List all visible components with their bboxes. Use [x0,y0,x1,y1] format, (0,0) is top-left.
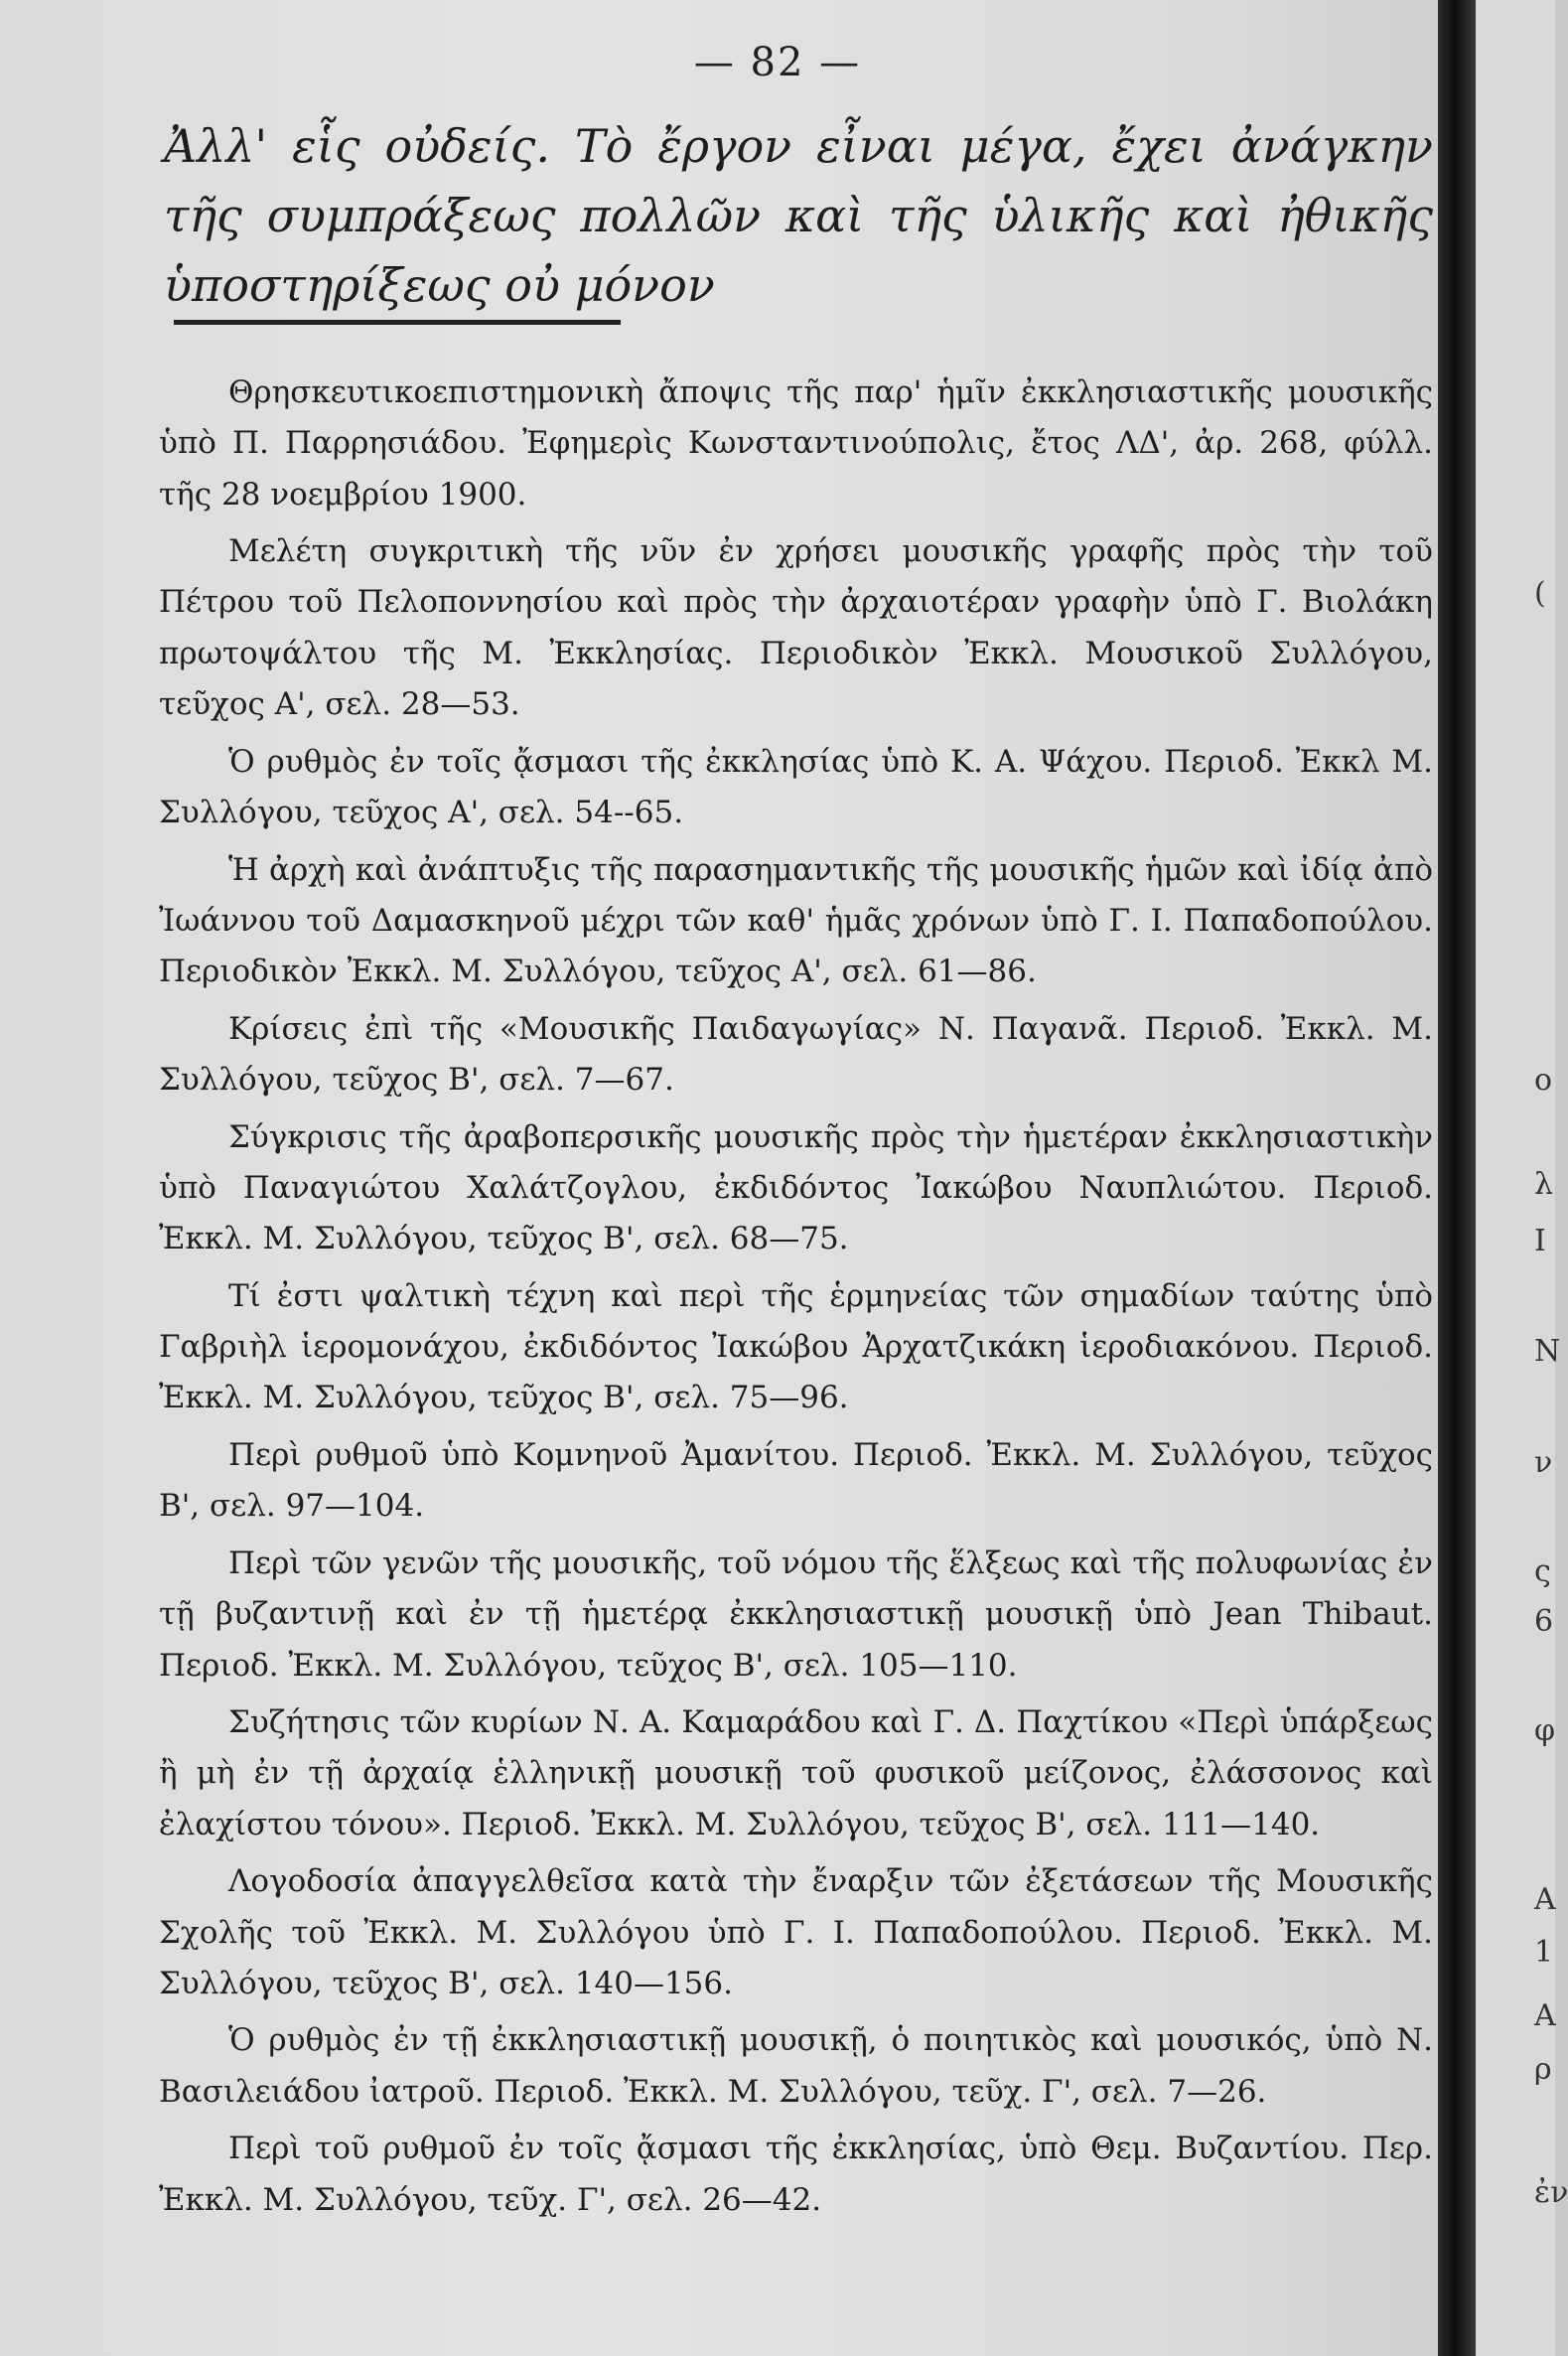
adjacent-page-fragment: Ν [1534,1334,1561,1369]
adjacent-page-fragment: ο [1534,1063,1553,1098]
reference-list [159,368,1433,2232]
reference-entry: Περὶ ρυθμοῦ ὑπὸ Κομνηνοῦ Ἀμανίτου. Περιοδ. Ἐκκλ. Μ. Συλλόγου, τεῦχος Β', σελ. 97—104. [159,1437,1433,1525]
reference-entry: Λογοδοσία ἀπαγγελθεῖσα κατὰ τὴν ἔναρξιν τῶν ἐξετάσεων τῆς Μουσικῆς Σχολῆς τοῦ Ἐκκλ. Μ. Συλλόγου ὑπὸ Γ. Ι. Παπαδοπούλου. Περιοδ. Ἐκκλ. Μ. Συλλόγου, τεῦχος Β', σελ. 140—156. [159,1863,1433,2001]
adjacent-page-fragment: 1 [1534,1935,1554,1970]
section-divider [174,320,621,325]
adjacent-page-fragment: φ [1534,1713,1556,1748]
reference-entry: Ἡ ἀρχὴ καὶ ἀνάπτυξις τῆς παρασημαντικῆς τῆς μουσικῆς ἡμῶν καὶ ἰδίᾳ ἀπὸ Ἰωάννου τοῦ Δαμασκηνοῦ μέχρι τῶν καθ' ἡμᾶς χρόνων ὑπὸ Γ. Ι. Παπαδοπούλου. Περιοδικὸν Ἐκκλ. Μ. Συλλόγου, τεῦχος Α', σελ. 61—86. [159,851,1433,990]
reference-entry: Συζήτησις τῶν κυρίων Ν. Α. Καμαράδου καὶ Γ. Δ. Παχτίκου «Περὶ ὑπάρξεως ἢ μὴ ἐν τῇ ἀρχαίᾳ ἑλληνικῇ μουσικῇ τοῦ φυσικοῦ μείζονος, ἐλάσσονος καὶ ἐλαχίστου τόνου». Περιοδ. Ἐκκλ. Μ. Συλλόγου, τεῦχος Β', σελ. 111—140. [159,1704,1433,1842]
adjacent-page-fragment: 6 [1534,1604,1554,1639]
book-gutter [1438,0,1476,2356]
intro-paragraph: Ἀλλ' εἷς οὐδείς. Τὸ ἔργον εἶναι μέγα, ἔχει ἀνάγκην τῆς συμπράξεως πολλῶν καὶ τῆς ὑλικῆς καὶ ἠθικῆς ὑποστηρίξεως οὐ μόνον [164,119,1433,312]
adjacent-page-fragment: ν [1534,1445,1553,1480]
adjacent-page-fragment: λ [1534,1167,1554,1202]
reference-entry: Ὁ ρυθμὸς ἐν τῇ ἐκκλησιαστικῇ μουσικῇ, ὁ ποιητικὸς καὶ μουσικός, ὑπὸ Ν. Βασιλειάδου ἰατροῦ. Περιοδ. Ἐκκλ. Μ. Συλλόγου, τεῦχ. Γ', σελ. 7—26. [159,2022,1433,2110]
adjacent-page-fragment: Α [1534,1998,1556,2033]
adjacent-page-fragment: ρ [1534,2052,1552,2087]
reference-entry: Θρησκευτικοεπιστημονικὴ ἄποψις τῆς παρ' ἡμῖν ἐκκλησιαστικῆς μουσικῆς ὑπὸ Π. Παρρησιάδου. Ἐφημερὶς Κωνσταντινούπολις, ἔτος ΛΔ', ἀρ. 268, φύλλ. τῆς 28 νοεμβρίου 1900. [159,374,1433,513]
page-number: — 82 — [693,40,862,85]
adjacent-page-fragment: ς [1534,1554,1551,1589]
adjacent-page-fragment: ἐν [1534,2175,1568,2210]
reference-entry: Περὶ τῶν γενῶν τῆς μουσικῆς, τοῦ νόμου τῆς ἕλξεως καὶ τῆς πολυφωνίας ἐν τῇ βυζαντινῇ καὶ ἐν τῇ ἡμετέρᾳ ἐκκλησιαστικῇ μουσικῇ ὑπὸ Jean Thibaut. Περιοδ. Ἐκκλ. Μ. Συλλόγου, τεῦχος Β', σελ. 105—110. [159,1545,1433,1684]
reference-entry: Μελέτη συγκριτικὴ τῆς νῦν ἐν χρήσει μουσικῆς γραφῆς πρὸς τὴν τοῦ Πέτρου τοῦ Πελοποννησίου καὶ πρὸς τὴν ἀρχαιοτέραν γραφὴν ὑπὸ Γ. Βιολάκη πρωτοψάλτου τῆς Μ. Ἐκκλησίας. Περιοδικὸν Ἐκκλ. Μουσικοῦ Συλλόγου, τεῦχος Α', σελ. 28—53. [159,533,1433,723]
adjacent-page-fragment: Α [1534,1882,1556,1917]
adjacent-page-fragment: ( [1534,576,1546,611]
reference-entry: Περὶ τοῦ ρυθμοῦ ἐν τοῖς ᾄσμασι τῆς ἐκκλησίας, ὑπὸ Θεμ. Βυζαντίου. Περ. Ἐκκλ. Μ. Συλλόγου, τεῦχ. Γ', σελ. 26—42. [159,2131,1433,2218]
adjacent-page-fragment: Ι [1534,1224,1546,1258]
reference-entry: Τί ἐστι ψαλτικὴ τέχνη καὶ περὶ τῆς ἑρμηνείας τῶν σημαδίων ταύτης ὑπὸ Γαβριὴλ ἱερομονάχου, ἐκδιδόντος Ἰακώβου Ἀρχατζικάκη ἱεροδιακόνου. Περιοδ. Ἐκκλ. Μ. Συλλόγου, τεῦχος Β', σελ. 75—96. [159,1277,1433,1416]
reference-entry: Σύγκρισις τῆς ἀραβοπερσικῆς μουσικῆς πρὸς τὴν ἡμετέραν ἐκκλησιαστικὴν ὑπὸ Παναγιώτου Χαλάτζογλου, ἐκδιδόντος Ἰακώβου Ναυπλιώτου. Περιοδ. Ἐκκλ. Μ. Συλλόγου, τεῦχος Β', σελ. 68—75. [159,1118,1433,1257]
reference-entry: Κρίσεις ἐπὶ τῆς «Μουσικῆς Παιδαγωγίας» Ν. Παγανᾶ. Περιοδ. Ἐκκλ. Μ. Συλλόγου, τεῦχος Β', σελ. 7—67. [159,1010,1433,1099]
reference-entry: Ὁ ρυθμὸς ἐν τοῖς ᾄσμασι τῆς ἐκκλησίας ὑπὸ Κ. Α. Ψάχου. Περιοδ. Ἐκκλ Μ. Συλλόγου, τεῦχος Α', σελ. 54--65. [159,743,1433,830]
